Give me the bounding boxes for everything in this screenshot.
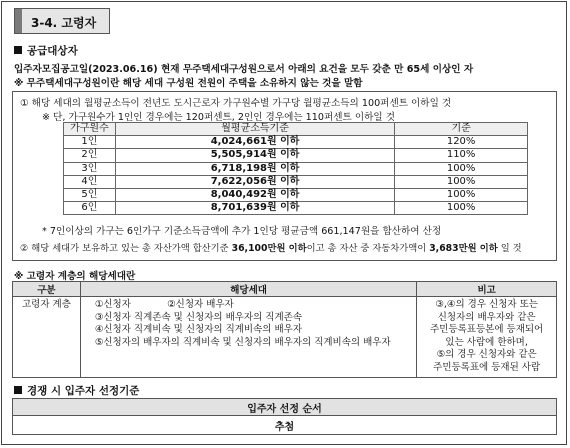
square-bullet-icon (14, 46, 22, 54)
table-row (13, 297, 557, 378)
household-line: ③신청자 직계존속 및 신청자의 배우자의 직계존속 (94, 311, 302, 323)
household-size: 3인 (64, 162, 116, 175)
remark-line: ⑤의 경우 신청자와 같은 (436, 349, 537, 360)
selection-method: 추첨 (13, 416, 557, 435)
footnote-large-household: * 7인이상의 가구는 6인가구 기준소득금액에 추가 1인당 평균금액 661,147원을 합산하여 산정 (42, 226, 442, 237)
table-header-row (64, 123, 528, 136)
table-row (64, 175, 528, 188)
square-bullet-icon (14, 386, 22, 394)
heading-selection-criteria: 경쟁 시 입주자 선정기준 (14, 383, 139, 398)
ratio: 110% (395, 149, 528, 162)
section-title: 3-4. 고령자 (31, 16, 97, 30)
header-category: 구분 (13, 282, 81, 297)
income-table (63, 122, 528, 215)
selection-table (12, 398, 557, 435)
table-header-row (13, 282, 557, 297)
household-class-table (12, 281, 557, 378)
table-row (13, 416, 557, 435)
header-ratio: 기준 (395, 123, 528, 136)
income-criteria-note: ※ 단, 가구원수가 1인인 경우에는 120퍼센트, 2인인 경우에는 110퍼센트 이하일 것 (42, 112, 395, 123)
income-limit: 8,040,492원 이하 (115, 188, 394, 201)
table-row (64, 202, 528, 215)
heading-household-definition: ※ 고령자 계층의 해당세대란 (14, 271, 136, 282)
remark-line: 주민등록표등본에 등재되어 (430, 324, 544, 335)
ratio: 100% (395, 162, 528, 175)
household-size: 4인 (64, 175, 116, 188)
heading-supply-target: 공급대상자 (14, 43, 78, 58)
remark-line: 있는 사람에 한하며, (445, 336, 528, 348)
income-limit: 6,718,198원 이하 (115, 162, 394, 175)
table-row (64, 162, 528, 175)
header-remarks: 비고 (417, 282, 557, 297)
income-limit: 8,701,639원 이하 (115, 202, 394, 215)
income-criteria-item: ① 해당 세대의 월평균소득이 전년도 도시근로자 가구원수별 가구당 월평균소득의 100퍼센트 이하일 것 (20, 98, 452, 109)
income-limit: 5,505,914원 이하 (115, 149, 394, 162)
household-line: ④신청자 직계비속 및 신청자의 직계비속의 배우자 (94, 324, 302, 335)
income-limit: 7,622,056원 이하 (115, 175, 394, 188)
table-row (64, 149, 528, 162)
household-list (80, 297, 416, 378)
household-size: 6인 (64, 202, 116, 215)
section-title-box (14, 8, 110, 34)
table-row (64, 188, 528, 201)
remark-line: ③,④의 경우 신청자 또는 (435, 299, 538, 310)
table-header-row (13, 399, 557, 416)
remarks-cell (417, 297, 557, 378)
title-bar-accent (15, 9, 22, 33)
header-household: 해당세대 (80, 282, 416, 297)
category-label: 고령자 계층 (13, 297, 81, 378)
income-limit: 4,024,661원 이하 (115, 136, 394, 149)
table-row (64, 136, 528, 149)
ratio: 100% (395, 188, 528, 201)
household-size: 5인 (64, 188, 116, 201)
ratio: 120% (395, 136, 528, 149)
definition-note: ※ 무주택세대구성원이란 해당 세대 구성원 전원이 주택을 소유하지 않는 것을 말함 (14, 78, 363, 89)
remark-line: 주민등록표에 등재된 사람 (433, 361, 541, 373)
header-income-standard: 월평균소득기준 (115, 123, 394, 136)
ratio: 100% (395, 202, 528, 215)
remark-line: 신청자의 배우자와 같은 (437, 311, 536, 323)
household-line: ①신청자 ②신청자 배우자 (94, 299, 234, 310)
household-line: ⑤신청자의 배우자의 직계비속 및 신청자의 배우자의 직계비속의 배우자 (94, 336, 391, 348)
household-size: 2인 (64, 149, 116, 162)
ratio: 100% (395, 175, 528, 188)
eligibility-line: 입주자모집공고일(2023.06.16) 현재 무주택세대구성원으로서 아래의 요건을 모두 갖춘 만 65세 이상인 자 (14, 64, 474, 75)
asset-criteria-item: ② 해당 세대가 보유하고 있는 총 자산가액 합산기준 36,100만원 이하이고 총 자산 중 자동차가액이 3,683만원 이하 일 것 (20, 243, 522, 254)
header-household-size: 가구원수 (64, 123, 116, 136)
household-size: 1인 (64, 136, 116, 149)
header-selection-order: 입주자 선정 순서 (13, 399, 557, 416)
